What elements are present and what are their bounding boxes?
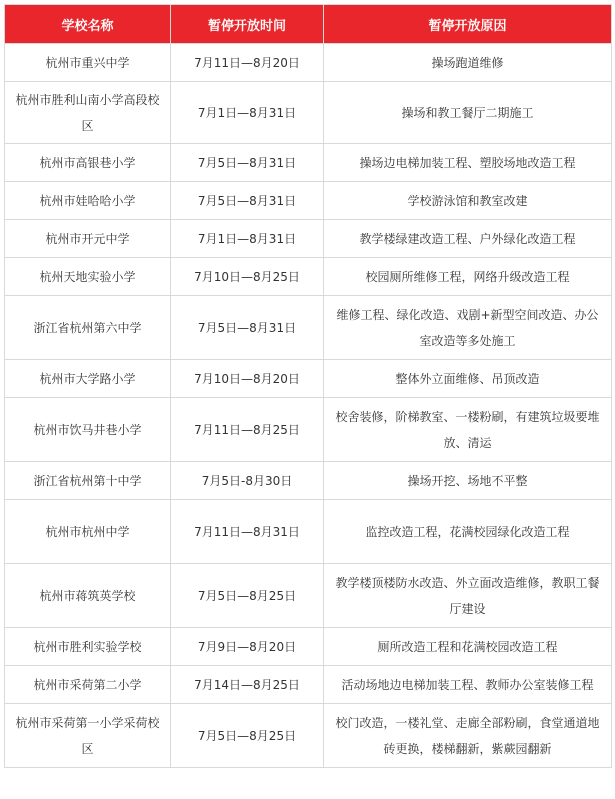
table-row [5,296,612,360]
table-row [5,500,612,564]
period-cell: 7月5日-8月30日 [171,462,324,500]
table-row [5,360,612,398]
school-cell: 杭州市重兴中学 [5,44,171,82]
table-row [5,182,612,220]
reason-cell: 操场开挖、场地不平整 [324,462,612,500]
period-cell: 7月1日—8月31日 [171,220,324,258]
reason-cell: 厕所改造工程和花满校园改造工程 [324,628,612,666]
reason-cell: 活动场地边电梯加装工程、教师办公室装修工程 [324,666,612,704]
table-row [5,44,612,82]
header-period: 暂停开放时间 [171,5,324,44]
school-cell: 杭州市开元中学 [5,220,171,258]
header-reason: 暂停开放原因 [324,5,612,44]
school-cell: 杭州市蒋筑英学校 [5,564,171,628]
reason-cell: 操场边电梯加装工程、塑胶场地改造工程 [324,144,612,182]
table-row [5,564,612,628]
table-row [5,82,612,144]
period-cell: 7月11日—8月31日 [171,500,324,564]
table-row [5,628,612,666]
table-row [5,258,612,296]
school-cell: 杭州市胜利实验学校 [5,628,171,666]
period-cell: 7月5日—8月31日 [171,296,324,360]
school-cell: 浙江省杭州第十中学 [5,462,171,500]
reason-cell: 教学楼顶楼防水改造、外立面改造维修，教职工餐厅建设 [324,564,612,628]
period-cell: 7月10日—8月25日 [171,258,324,296]
school-cell: 杭州市高银巷小学 [5,144,171,182]
header-school: 学校名称 [5,5,171,44]
period-cell: 7月11日—8月25日 [171,398,324,462]
table-row [5,666,612,704]
reason-cell: 校园厕所维修工程，网络升级改造工程 [324,258,612,296]
table-row [5,704,612,768]
reason-cell: 操场跑道维修 [324,44,612,82]
school-cell: 浙江省杭州第六中学 [5,296,171,360]
reason-cell: 学校游泳馆和教室改建 [324,182,612,220]
reason-cell: 监控改造工程，花满校园绿化改造工程 [324,500,612,564]
school-cell: 杭州市饮马井巷小学 [5,398,171,462]
school-cell: 杭州天地实验小学 [5,258,171,296]
table-row [5,462,612,500]
period-cell: 7月1日—8月31日 [171,82,324,144]
period-cell: 7月5日—8月25日 [171,704,324,768]
period-cell: 7月5日—8月31日 [171,144,324,182]
bottom-cutoff [0,793,615,799]
reason-cell: 整体外立面维修、吊顶改造 [324,360,612,398]
reason-cell: 校门改造，一楼礼堂、走廊全部粉刷，食堂通道地砖更换，楼梯翻新，紫蕨园翻新 [324,704,612,768]
school-cell: 杭州市采荷第二小学 [5,666,171,704]
school-cell: 杭州市胜利山南小学高段校区 [5,82,171,144]
reason-cell: 校舍装修，阶梯教室、一楼粉刷，有建筑垃圾要堆放、清运 [324,398,612,462]
header-row [5,5,612,44]
reason-cell: 维修工程、绿化改造、戏剧+新型空间改造、办公室改造等多处施工 [324,296,612,360]
period-cell: 7月5日—8月25日 [171,564,324,628]
table-row [5,220,612,258]
reason-cell: 教学楼绿建改造工程、户外绿化改造工程 [324,220,612,258]
school-cell: 杭州市娃哈哈小学 [5,182,171,220]
period-cell: 7月11日—8月20日 [171,44,324,82]
reason-cell: 操场和教工餐厅二期施工 [324,82,612,144]
period-cell: 7月5日—8月31日 [171,182,324,220]
school-cell: 杭州市杭州中学 [5,500,171,564]
period-cell: 7月9日—8月20日 [171,628,324,666]
table-row [5,144,612,182]
table-row [5,398,612,462]
school-cell: 杭州市大学路小学 [5,360,171,398]
period-cell: 7月14日—8月25日 [171,666,324,704]
closure-table [4,4,612,768]
school-cell: 杭州市采荷第一小学采荷校区 [5,704,171,768]
period-cell: 7月10日—8月20日 [171,360,324,398]
